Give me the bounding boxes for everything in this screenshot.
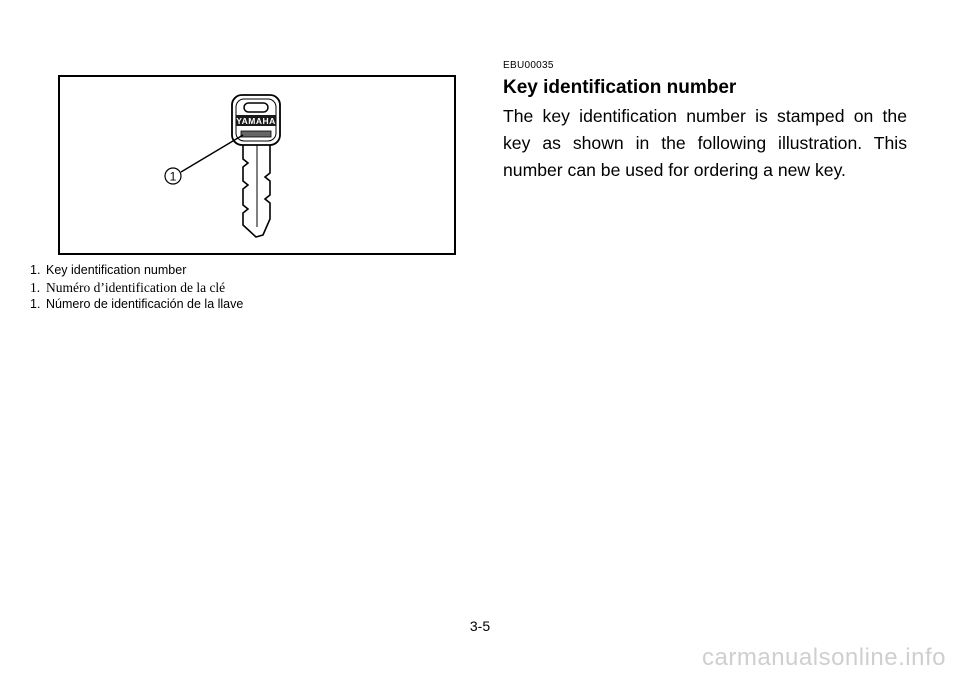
- page-number: 3-5: [469, 618, 491, 634]
- caption-english-text: Key identification number: [46, 263, 187, 277]
- key-brand-text: YAMAHA: [236, 116, 276, 126]
- key-illustration-figure: [58, 75, 456, 255]
- caption-spanish-number: 1.: [30, 297, 41, 311]
- caption-english: [30, 262, 243, 279]
- caption-spanish: [30, 296, 243, 313]
- section-body: The key identification number is stamped on the key as shown in the following illustration. This number can be used for ordering a new key.: [503, 106, 907, 180]
- watermark: carmanualsonline.info: [702, 644, 946, 671]
- callout-leader-line: [181, 135, 243, 172]
- caption-french-number: 1.: [30, 280, 41, 295]
- caption-english-number: 1.: [30, 263, 41, 277]
- section-title: Key identification number: [503, 77, 737, 98]
- key-id-plate: [241, 131, 271, 137]
- figure-captions: [30, 262, 243, 313]
- key-illustration: [60, 77, 454, 253]
- caption-spanish-text: Número de identificación de la llave: [46, 297, 244, 311]
- section-column: [503, 60, 907, 184]
- key-hole: [244, 103, 268, 112]
- caption-french: [30, 279, 243, 296]
- callout-number: 1: [169, 169, 177, 184]
- section-code: EBU00035: [503, 60, 554, 71]
- caption-french-text: Numéro d’identification de la clé: [46, 280, 226, 295]
